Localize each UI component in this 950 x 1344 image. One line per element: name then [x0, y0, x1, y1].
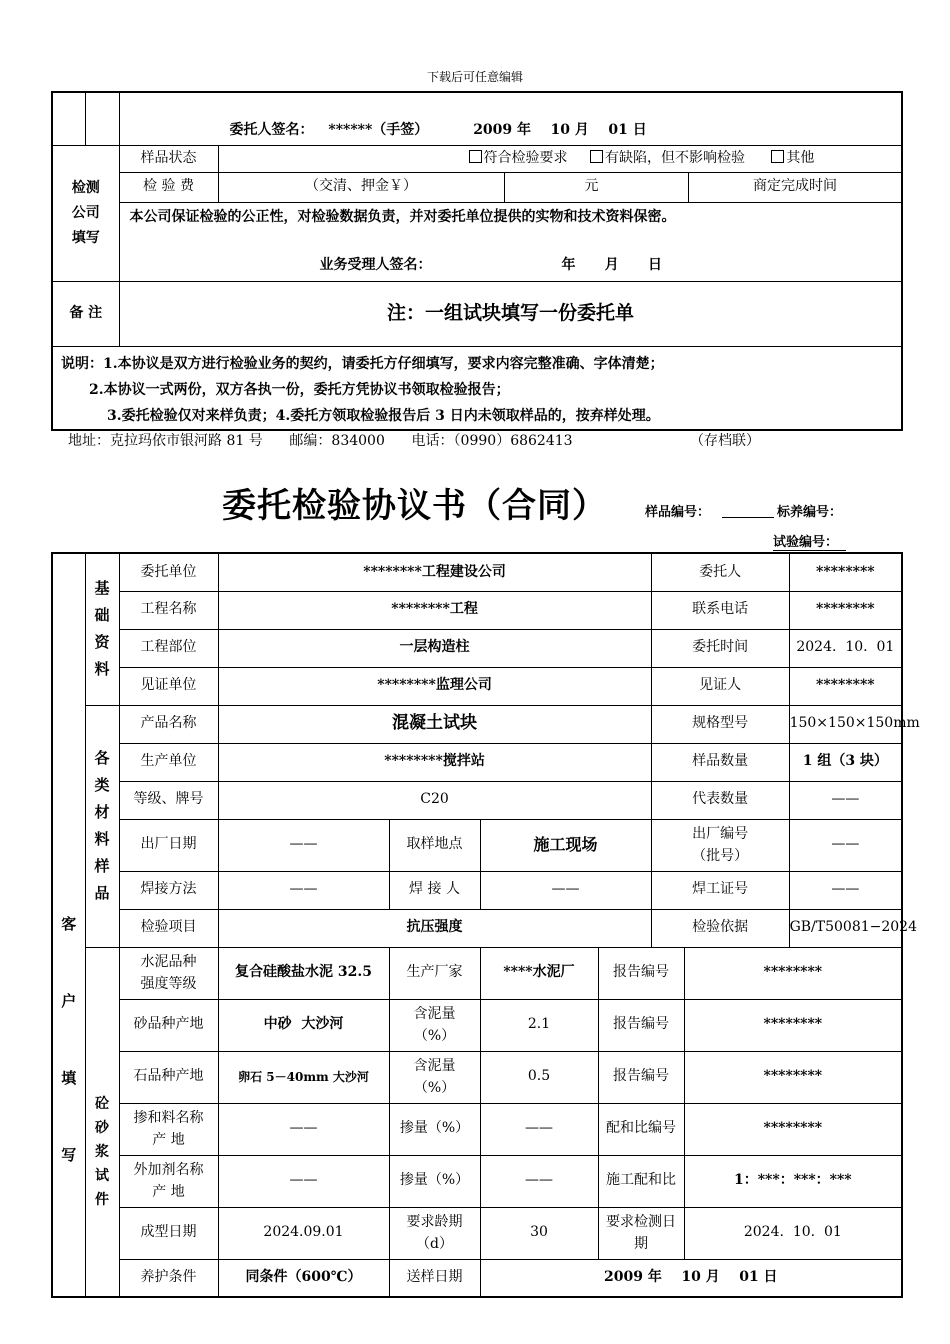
grade-label: 等级、牌号 [119, 781, 218, 819]
test-basis-value[interactable]: GB/T50081−2024 [789, 909, 902, 947]
signature-date: 2009 年 10 月 01 日 [473, 122, 647, 138]
receiver-label: 业务受理人签名： [319, 257, 432, 273]
option-conform-label: 符合检验要求 [483, 149, 568, 166]
label-line: 含泥量 [413, 1058, 456, 1074]
inspection-company-label [52, 145, 119, 281]
signature-value: ******（手签） [328, 122, 429, 138]
note-line: 3.委托检验仅对来样负责；4.委托方领取检验报告后 3 日内未领取样品的，按弃样处理。 [107, 407, 660, 424]
finish-time-label: 商定完成时间 [688, 172, 902, 202]
label-line: 要求检测日 [606, 1214, 677, 1230]
section-label-line: 公司 [71, 204, 100, 221]
project-name-value[interactable]: ********工程 [218, 591, 651, 629]
representative-qty-value[interactable]: —— [789, 781, 902, 819]
stone-mud-label [389, 1051, 480, 1103]
checkbox-icon [771, 150, 784, 163]
test-basis-label: 检验依据 [651, 909, 789, 947]
standard-curing-number-label: 标养编号： [777, 505, 843, 520]
witness-label: 见证人 [651, 667, 789, 705]
welder-value[interactable]: —— [480, 871, 651, 909]
customer-label-char: 客 [61, 915, 77, 933]
mix-ratio-value[interactable]: 1：***：***：*** [684, 1155, 902, 1207]
spec-value[interactable]: 150×150×150mm [789, 705, 902, 743]
section-char: 件 [95, 1191, 109, 1208]
admixture-dosage-value[interactable]: —— [480, 1103, 598, 1155]
customer-label-char: 填 [61, 1069, 77, 1087]
sample-state-label: 样品状态 [119, 145, 218, 172]
section-char: 资 [94, 633, 110, 652]
required-test-date-value[interactable]: 2024. 10. 01 [684, 1207, 902, 1259]
label-line: 外加剂名称 [133, 1162, 204, 1178]
client-unit-value[interactable]: ********工程建设公司 [218, 553, 651, 591]
option-other-label: 其他 [786, 149, 815, 166]
remark-label: 备 注 [52, 281, 119, 346]
curing-condition-value[interactable]: 同条件（600℃） [218, 1259, 389, 1297]
additive-value[interactable]: —— [218, 1155, 389, 1207]
option-defect-label: 有缺陷，但不影响检验 [604, 149, 745, 166]
option-conform[interactable] [469, 150, 568, 166]
report-number-label: 报告编号 [598, 1051, 684, 1103]
sending-date-value[interactable]: 2009 年 10 月 01 日 [480, 1259, 902, 1297]
welder-cert-value[interactable]: —— [789, 871, 902, 909]
report-number-label: 报告编号 [598, 999, 684, 1051]
representative-qty-label: 代表数量 [651, 781, 789, 819]
witness-value[interactable]: ******** [789, 667, 902, 705]
mix-number-label: 配和比编号 [598, 1103, 684, 1155]
cement-type-value[interactable]: 复合硅酸盐水泥 32.5 [218, 947, 389, 999]
checkbox-icon [469, 150, 482, 163]
sample-qty-label: 样品数量 [651, 743, 789, 781]
test-number-label: 试验编号： [773, 531, 846, 551]
additive-dosage-value[interactable]: —— [480, 1155, 598, 1207]
report-number-value[interactable]: ******** [684, 999, 902, 1051]
admixture-label [119, 1103, 218, 1155]
cement-type-label [119, 947, 218, 999]
required-age-value[interactable]: 30 [480, 1207, 598, 1259]
mix-ratio-label: 施工配和比 [598, 1155, 684, 1207]
label-line: 产 地 [152, 1132, 185, 1148]
client-unit-label: 委托单位 [119, 553, 218, 591]
molding-date-value[interactable]: 2024.09.01 [218, 1207, 389, 1259]
project-part-value[interactable]: 一层构造柱 [218, 629, 651, 667]
section-char: 砂 [95, 1119, 109, 1136]
sample-number-label: 样品编号： [645, 505, 711, 520]
label-line: 产 地 [152, 1184, 185, 1200]
batch-number-value[interactable]: —— [789, 819, 902, 871]
project-part-label: 工程部位 [119, 629, 218, 667]
page-title: 委托检验协议书（合同） [222, 486, 607, 526]
address-line: 地址：克拉玛依市银河路 81 号 邮编：834000 电话：（0990）6862413 [68, 433, 573, 449]
factory-date-value[interactable]: —— [218, 819, 389, 871]
welder-label: 焊 接 人 [389, 871, 480, 909]
test-item-value[interactable]: 抗压强度 [218, 909, 651, 947]
section-label-line: 填写 [71, 229, 100, 246]
sampling-place-value[interactable]: 施工现场 [480, 819, 651, 871]
section-label-line: 检测 [71, 179, 100, 196]
label-line: （d） [416, 1236, 453, 1252]
curing-condition-label: 养护条件 [119, 1259, 218, 1297]
sand-mud-value[interactable]: 2.1 [480, 999, 598, 1051]
commission-time-label: 委托时间 [651, 629, 789, 667]
client-value[interactable]: ******** [789, 553, 902, 591]
section-char: 浆 [95, 1143, 109, 1160]
report-number-value[interactable]: ******** [684, 947, 902, 999]
sample-number-field[interactable] [722, 500, 774, 518]
section-char: 类 [94, 776, 110, 794]
sand-origin-value[interactable]: 中砂 大沙河 [218, 999, 389, 1051]
blank-cell [52, 92, 85, 145]
required-age-label [389, 1207, 480, 1259]
section-char: 料 [94, 660, 110, 679]
witness-unit-value[interactable]: ********监理公司 [218, 667, 651, 705]
note-line: 2.本协议一式两份，双方各执一份，委托方凭协议书领取检验报告； [89, 381, 510, 398]
section-char: 础 [94, 606, 110, 625]
label-line: 期 [634, 1236, 649, 1252]
customer-label-char: 户 [61, 992, 77, 1010]
report-number-label: 报告编号 [598, 947, 684, 999]
section-char: 品 [94, 884, 110, 902]
sample-qty-value[interactable]: 1 组（3 块） [789, 743, 902, 781]
concrete-mortar-label [85, 947, 119, 1297]
mix-number-value[interactable]: ******** [684, 1103, 902, 1155]
additive-dosage-label: 掺量（%） [389, 1155, 480, 1207]
test-item-label: 检验项目 [119, 909, 218, 947]
notes-cell [52, 346, 902, 430]
client-label: 委托人 [651, 553, 789, 591]
guarantee-cell [119, 202, 902, 281]
factory-date-label: 出厂日期 [119, 819, 218, 871]
stone-origin-label: 石品种产地 [119, 1051, 218, 1103]
witness-unit-label: 见证单位 [119, 667, 218, 705]
maker-label: 生产单位 [119, 743, 218, 781]
sand-mud-label [389, 999, 480, 1051]
required-test-date-label [598, 1207, 684, 1259]
admixture-dosage-label: 掺量（%） [389, 1103, 480, 1155]
weld-method-value[interactable]: —— [218, 871, 389, 909]
admixture-value[interactable]: —— [218, 1103, 389, 1155]
phone-value[interactable]: ******** [789, 591, 902, 629]
label-line: （%） [413, 1080, 456, 1096]
molding-date-label: 成型日期 [119, 1207, 218, 1259]
customer-fill-label [52, 553, 85, 1297]
spec-label: 规格型号 [651, 705, 789, 743]
section-char: 料 [94, 830, 110, 848]
sampling-place-label: 取样地点 [389, 819, 480, 871]
weld-method-label: 焊接方法 [119, 871, 218, 909]
cement-factory-value[interactable]: ****水泥厂 [480, 947, 598, 999]
commission-time-value[interactable]: 2024. 10. 01 [789, 629, 902, 667]
phone-label: 联系电话 [651, 591, 789, 629]
remark-text: 注：一组试块填写一份委托单 [119, 281, 902, 346]
welder-cert-label: 焊工证号 [651, 871, 789, 909]
checkbox-icon [590, 150, 603, 163]
maker-value[interactable]: ********搅拌站 [218, 743, 651, 781]
commission-table [51, 552, 920, 1298]
report-number-value[interactable]: ******** [684, 1051, 902, 1103]
inspection-company-table [51, 91, 903, 431]
label-line: （%） [413, 1028, 456, 1044]
additive-label [119, 1155, 218, 1207]
section-char: 试 [95, 1167, 109, 1184]
option-defect[interactable] [590, 150, 745, 166]
product-name-value[interactable]: 混凝土试块 [218, 705, 651, 743]
label-line: 要求龄期 [406, 1214, 463, 1230]
receiver-row [320, 257, 663, 275]
fee-label: 检 验 费 [119, 172, 218, 202]
section-char: 样 [94, 857, 110, 875]
grade-value[interactable]: C20 [218, 781, 651, 819]
section-char: 材 [94, 803, 110, 821]
section-char: 基 [94, 579, 110, 598]
sand-origin-label: 砂品种产地 [119, 999, 218, 1051]
note-line: 说明：1.本协议是双方进行检验业务的契约，请委托方仔细填写，要求内容完整准确、字体清楚； [61, 355, 664, 372]
stone-mud-value[interactable]: 0.5 [480, 1051, 598, 1103]
basic-info-label [85, 553, 119, 705]
label-line: 水泥品种 [140, 954, 197, 970]
label-line: 含泥量 [413, 1006, 456, 1022]
signature-row [119, 92, 902, 145]
customer-label-char: 写 [61, 1146, 77, 1164]
signature-label: 委托人签名： [229, 122, 314, 138]
receiver-date: 年 月 日 [561, 257, 662, 273]
archive-copy: （存档联） [690, 433, 760, 449]
header-caption: 下载后可任意编辑 [426, 70, 523, 84]
label-line: （批号） [692, 848, 749, 864]
sample-state-options [218, 145, 902, 172]
fee-note: （交清、押金￥） [218, 172, 504, 202]
fee-yuan: 元 [504, 172, 688, 202]
option-other[interactable] [771, 150, 814, 166]
material-sample-label [85, 705, 119, 947]
guarantee-text: 本公司保证检验的公正性，对检验数据负责，并对委托单位提供的实物和技术资料保密。 [129, 208, 676, 225]
batch-number-label [651, 819, 789, 871]
blank-cell [85, 92, 119, 145]
label-line: 强度等级 [140, 976, 197, 992]
stone-origin-value[interactable]: 卵石 5－40mm 大沙河 [218, 1051, 389, 1103]
cement-factory-label: 生产厂家 [389, 947, 480, 999]
section-char: 砼 [95, 1095, 109, 1112]
label-line: 出厂编号 [692, 826, 749, 842]
sending-date-label: 送样日期 [389, 1259, 480, 1297]
label-line: 掺和料名称 [133, 1110, 204, 1126]
project-name-label: 工程名称 [119, 591, 218, 629]
section-char: 各 [94, 749, 110, 767]
product-name-label: 产品名称 [119, 705, 218, 743]
